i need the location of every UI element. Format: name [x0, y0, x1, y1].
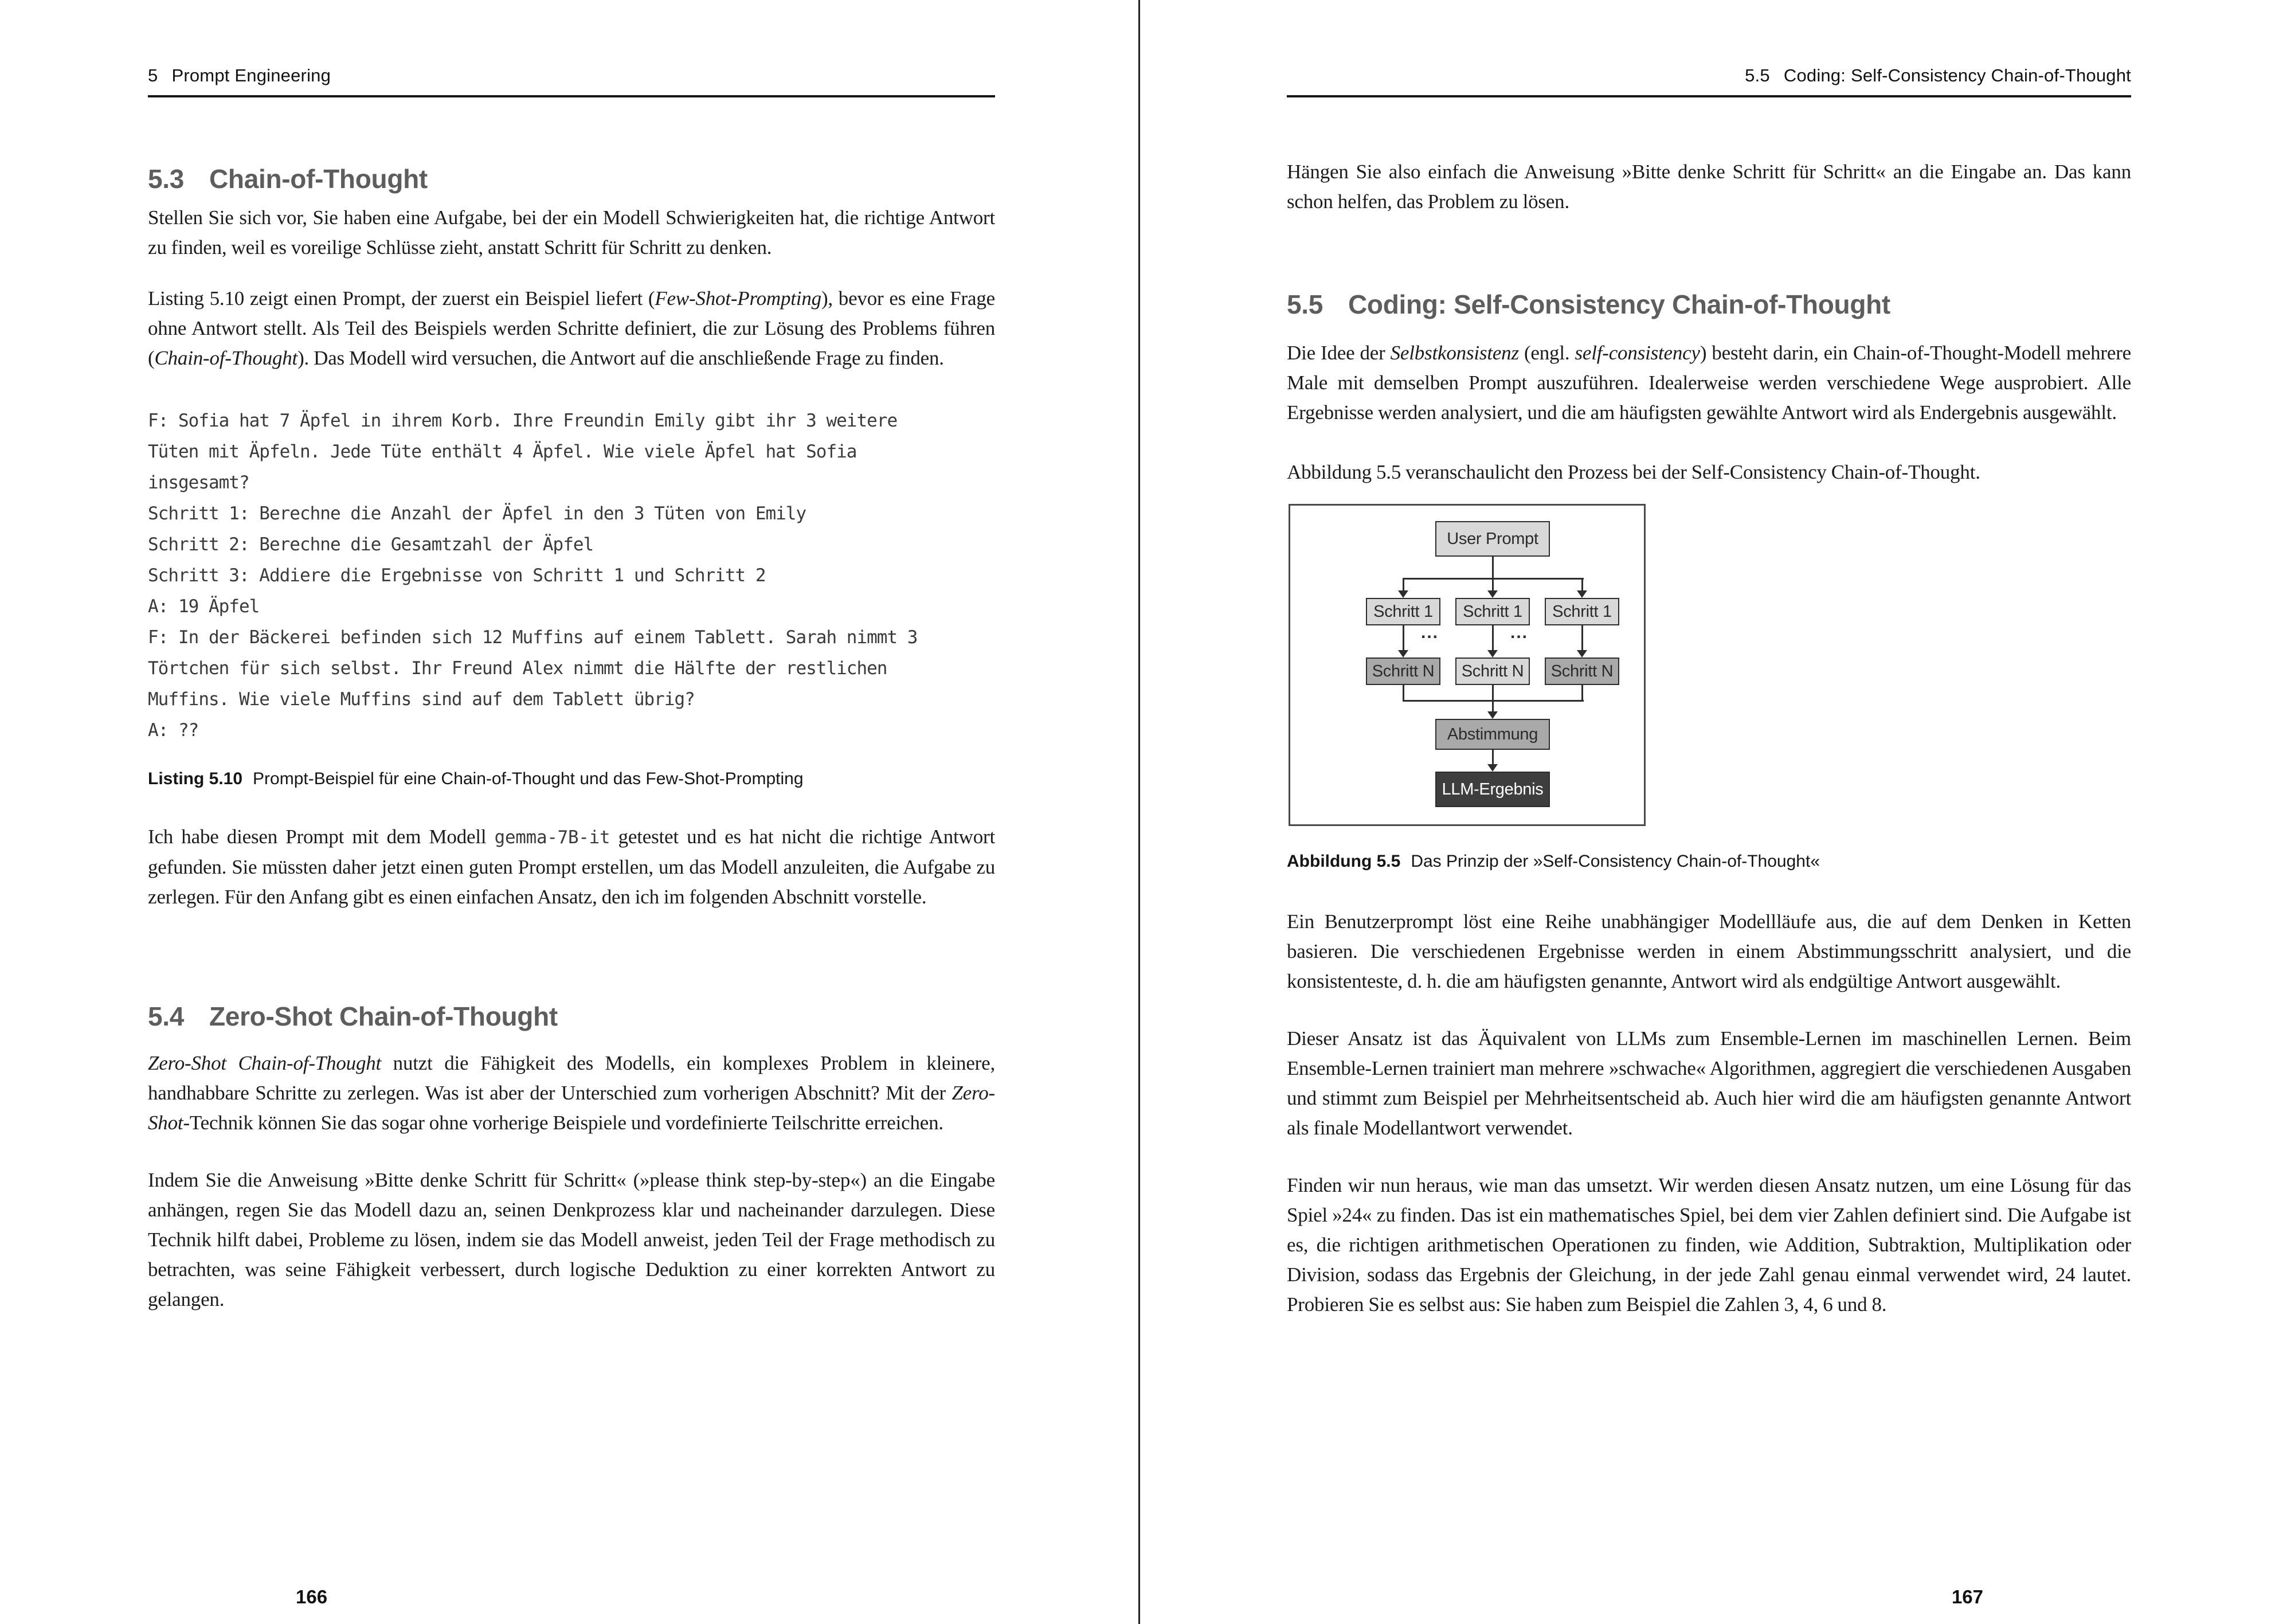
connector-line [1403, 685, 1404, 702]
connector-line [1403, 625, 1404, 651]
header-rule [1287, 95, 2131, 97]
paragraph: Die Idee der Selbstkonsistenz (engl. self-consistency) besteht darin, ein Chain-of-Thought-Modell mehrere Male mit demselben Prompt auszuführen. Idealerweise werden verschiedene Wege ausprobiert. Alle Ergebnisse werden analysiert, und die am häufigsten gewählte Antwort wird als Endergebnis ausgewählt. [1287, 342, 2131, 424]
section-heading-5-5 [1287, 288, 2131, 320]
figure-caption-label: Abbildung 5.5 [1287, 852, 1401, 871]
connector-line [1403, 578, 1404, 591]
paragraph: Dieser Ansatz ist das Äquivalent von LLMs zum Ensemble-Lernen im maschinellen Lernen. Beim Ensemble-Lernen trainiert man mehrere »schwache« Algorithmen, aggregiert die verschiedenen Ausgaben und stimmt zum Beispiel per Mehrheitsentscheid ab. Auch hier wird die am häufigsten genannte Antwort als finale Modellantwort verwendet. [1287, 1027, 2131, 1139]
arrow-down-icon [1487, 711, 1498, 719]
paragraph: Listing 5.10 zeigt einen Prompt, der zuerst ein Beispiel liefert (Few-Shot-Prompting), bevor es eine Frage ohne Antwort stellt. Als Teil des Beispiels werden Schritte definiert, die zur Lösung des Problems führen (Chain-of-Thought). Das Modell wird versuchen, die Antwort auf die anschließende Frage zu finden. [148, 287, 995, 369]
diagram-node-voting: Abstimmung [1435, 719, 1550, 750]
connector-line [1581, 685, 1583, 702]
chapter-number: 5 [148, 65, 158, 85]
section-number: 5.5 [1745, 65, 1770, 85]
section-heading-5-4 [148, 1000, 995, 1032]
diagram-node-stepN-b: Schritt N [1455, 658, 1530, 685]
listing-caption-label: Listing 5.10 [148, 769, 243, 788]
section-heading-5-3 [148, 163, 995, 195]
connector-line [1492, 750, 1494, 765]
section-number: 5.3 [148, 164, 185, 194]
connector-line [1492, 625, 1494, 651]
page-number: 167 [1951, 1586, 1983, 1607]
section-title: Chain-of-Thought [209, 164, 428, 194]
paragraph: Ein Benutzerprompt löst eine Reihe unabhängiger Modellläufe aus, die auf dem Denken in Ketten basieren. Die verschiedenen Ergebnisse werden in einem Abstimmungsschritt analysiert, und die konsistenteste, d. h. die am häufigsten genannte, Antwort wird als endgültige Antwort ausgewählt. [1287, 910, 2131, 992]
header-rule [148, 95, 995, 97]
section-number: 5.5 [1287, 289, 1323, 319]
connector-line [1492, 685, 1494, 712]
connector-line [1581, 578, 1583, 591]
figure-caption-text: Das Prinzip der »Self-Consistency Chain-of-Thought« [1411, 852, 1820, 871]
section-title: Zero-Shot Chain-of-Thought [209, 1001, 558, 1031]
chapter-title: Prompt Engineering [171, 65, 331, 85]
ellipsis-dots: ... [1421, 623, 1439, 642]
arrow-down-icon [1577, 590, 1587, 598]
arrow-down-icon [1487, 590, 1498, 598]
arrow-down-icon [1487, 650, 1498, 658]
diagram-node-step1-b: Schritt 1 [1455, 598, 1530, 625]
paragraph: Indem Sie die Anweisung »Bitte denke Schritt für Schritt« (»please think step-by-step«) an die Eingabe anhängen, regen Sie das Modell dazu an, seinen Denkprozess klar und nacheinander darzulegen. Diese Technik hilft dabei, Probleme zu lösen, indem sie das Modell anweist, jeden Teil der Frage methodisch zu betrachten, was seine Fähigkeit verbessert, durch logische Deduktion zu einer korrekten Antwort zu gelangen. [148, 1169, 995, 1310]
section-number: 5.4 [148, 1001, 185, 1031]
connector-line [1492, 578, 1494, 591]
arrow-down-icon [1398, 590, 1408, 598]
diagram-node-step1-c: Schritt 1 [1545, 598, 1619, 625]
listing-caption [148, 768, 995, 791]
arrow-down-icon [1487, 764, 1498, 772]
diagram-node-stepN-c: Schritt N [1545, 658, 1619, 685]
section-title: Coding: Self-Consistency Chain-of-Thought [1348, 289, 1890, 319]
arrow-down-icon [1398, 650, 1408, 658]
running-head-left [148, 64, 995, 87]
diagram-node-step1-a: Schritt 1 [1366, 598, 1440, 625]
figure-caption [1287, 850, 2131, 873]
right-page [1140, 0, 2279, 1624]
paragraph: Ich habe diesen Prompt mit dem Modell gemma-7B-it getestet und es hat nicht die richtige Antwort gefunden. Sie müssten daher jetzt einen guten Prompt erstellen, um das Modell anzuleiten, die Aufgabe zu zerlegen. Für den Anfang gibt es einen einfachen Ansatz, den ich im folgenden Abschnitt vorstelle. [148, 825, 995, 908]
paragraph: Zero-Shot Chain-of-Thought nutzt die Fähigkeit des Modells, ein komplexes Problem in kleinere, handhabbare Schritte zu zerlegen. Was ist aber der Unterschied zum vorherigen Abschnitt? Mit der Zero-Shot-Technik können Sie das sogar ohne vorherige Beispiele und vordefinierte Teilschritte erreichen. [148, 1052, 995, 1134]
diagram-node-stepN-a: Schritt N [1366, 658, 1440, 685]
figure-5-5 [1289, 504, 1646, 826]
page-number: 166 [296, 1586, 328, 1607]
paragraph: Finden wir nun heraus, wie man das umsetzt. Wir werden diesen Ansatz nutzen, um eine Lösung für das Spiel »24« zu finden. Das ist ein mathematisches Spiel, bei dem vier Zahlen definiert sind. Die Aufgabe ist es, die richtigen arithmetischen Operationen zu finden, wie Addition, Subtraktion, Multiplikation oder Division, sodass das Ergebnis der Gleichung, in der jede Zahl genau einmal verwendet wird, 24 lautet. Probieren Sie es selbst aus: Sie haben zum Beispiel die Zahlen 3, 4, 6 und 8. [1287, 1174, 2131, 1316]
paragraph: Hängen Sie also einfach die Anweisung »Bitte denke Schritt für Schritt« an die Eingabe an. Das kann schon helfen, das Problem zu lösen. [1287, 161, 2131, 213]
arrow-down-icon [1577, 650, 1587, 658]
section-title: Coding: Self-Consistency Chain-of-Thought [1783, 65, 2131, 85]
paragraph: Abbildung 5.5 veranschaulicht den Prozess bei der Self-Consistency Chain-of-Thought. [1287, 461, 1980, 483]
connector-line [1581, 625, 1583, 651]
paragraph: Stellen Sie sich vor, Sie haben eine Aufgabe, bei der ein Modell Schwierigkeiten hat, die richtige Antwort zu finden, weil es voreilige Schlüsse zieht, anstatt Schritt für Schritt zu denken. [148, 206, 995, 259]
listing-caption-text: Prompt-Beispiel für eine Chain-of-Thought und das Few-Shot-Prompting [253, 769, 804, 788]
code-listing: F: Sofia hat 7 Äpfel in ihrem Korb. Ihre Freundin Emily gibt ihr 3 weitere Tüten mit Äpfeln. Jede Tüte enthält 4 Äpfel. Wie viele Äpfel hat Sofia insgesamt? Schritt 1: Berechne die Anzahl der Äpfel in den 3 Tüten von Emily Schritt 2: Berechne die Gesamtzahl der Äpfel Schritt 3: Addiere die Ergebnisse von Schritt 1 und Schritt 2 A: 19 Äpfel F: In der Bäckerei befinden sich 12 Muffins auf einem Tablett. Sarah nimmt 3 Törtchen für sich selbst. Ihr Freund Alex nimmt die Hälfte der restlichen Muffins. Wie viele Muffins sind auf dem Tablett übrig? A: ?? [148, 410, 918, 741]
ellipsis-dots: ... [1510, 623, 1529, 642]
running-head-right [1287, 64, 2131, 87]
diagram-node-user-prompt: User Prompt [1435, 521, 1550, 557]
diagram-node-llm-result: LLM-Ergebnis [1435, 772, 1550, 807]
connector-line [1492, 557, 1494, 578]
